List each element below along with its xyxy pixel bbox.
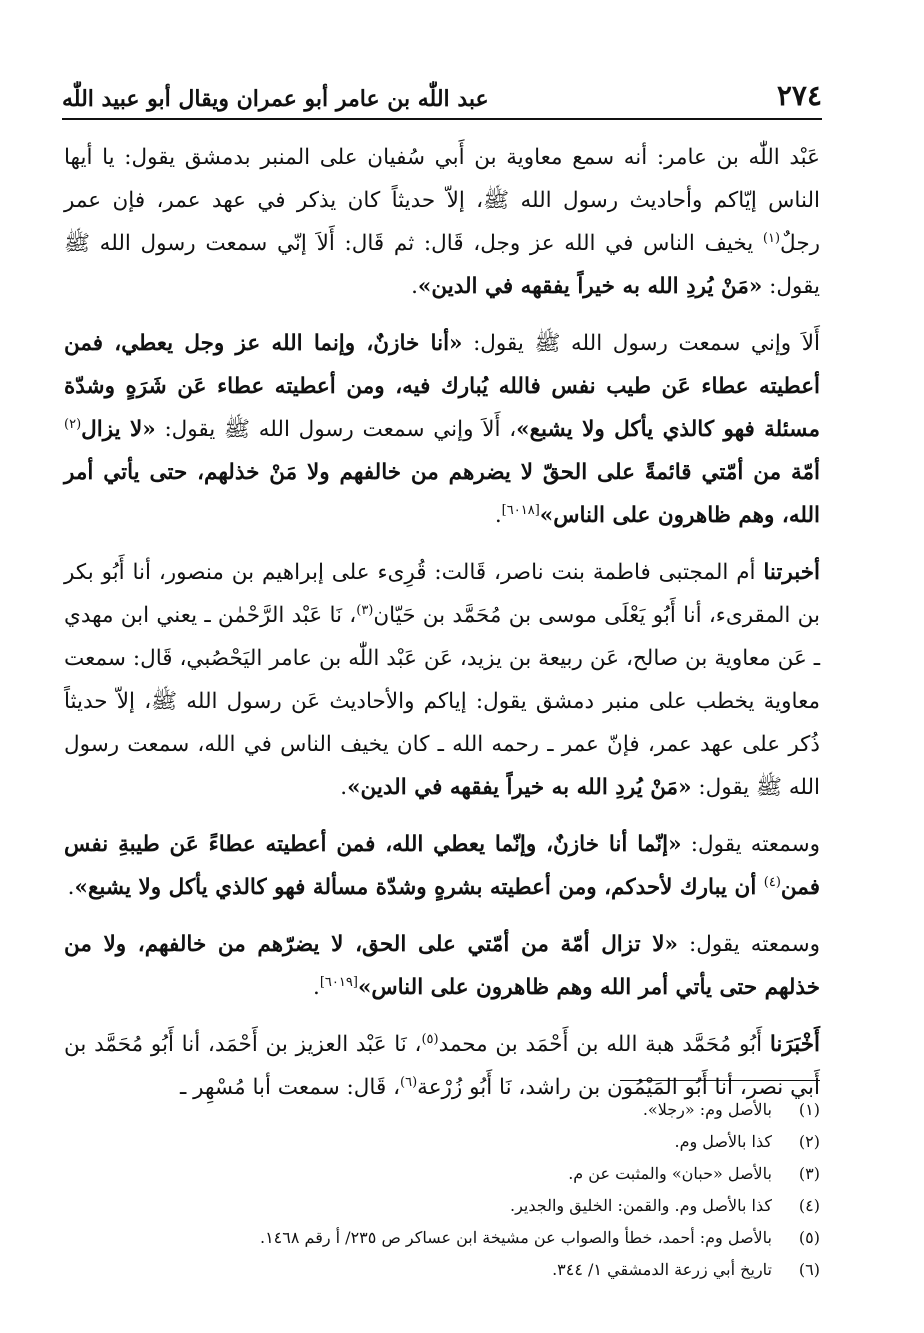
bold-text: «مَنْ يُردِ الله به خيراً يفقهه في الدين»: [417, 274, 763, 299]
bold-text: «أنا خازنٌ، وإنما الله عز وجل يعطي، فمن أعطيته عطاء عَن طيب نفس فالله يُبارك فيه، ومن أعطيته عطاء عَن شَرَهٍ وشدّة مسئلة فهو كالذي يأكل ولا يشبع»: [64, 331, 820, 442]
text-run: أم المجتبى فاطمة بنت ناصر، قَالت: قُرِىء على إبراهيم بن منصور، أنا أَبُو بكر بن المقرىء، أنا أَبُو يَعْلَى موسى بن مُحَمَّد بن حَيّان: [64, 560, 820, 628]
bold-text: أن يبارك لأحدكم، ومن أعطيته بشرهٍ وشدّة مسألة فهو كالذي يأكل ولا يشبع»: [74, 875, 764, 900]
bold-text: «لا تزال أمّة من أمّتي على الحق، لا يضرّهم من خالفهم، ولا من خذلهم حتى يأتي أمر الله وهم ظاهرون على الناس»: [64, 932, 820, 1000]
footnote: [64, 1158, 820, 1190]
footnote-text: تاريخ أبي زرعة الدمشقي ١/ ٣٤٤.: [552, 1260, 772, 1279]
text-run: عَبْد اللّٰه بن عامر: أنه سمع معاوية بن أَبي سُفيان على المنبر بدمشق يقول: يا أيها الناس إيّاكم وأحاديث رسول الله ﷺ، إلاّ حديثاً كان يذكر في عهد عمر، فإن عمر رجلٌ: [64, 145, 820, 256]
paragraph: [64, 136, 820, 308]
footnote-number: (٣): [798, 1164, 820, 1183]
text-run: .: [313, 975, 320, 1000]
footnote: [64, 1254, 820, 1286]
footnote-reference: (١): [762, 230, 781, 246]
footnote: [64, 1126, 820, 1158]
footnote: [64, 1094, 820, 1126]
text-run: أَبُو مُحَمَّد هبة الله بن أَحْمَد بن محمد: [438, 1032, 770, 1057]
bold-text: أخبرتنا: [763, 560, 820, 585]
paragraph: [64, 322, 820, 537]
footnote-text: كذا بالأصل وم.: [674, 1132, 772, 1151]
bold-text: «مَنْ يُردِ الله به خيراً يفقهه في الدين»: [347, 775, 692, 800]
text-run: .: [67, 875, 75, 900]
text-run: وسمعته يقول:: [681, 832, 821, 857]
footnote: [64, 1190, 820, 1222]
footnote-number: (٦): [798, 1260, 820, 1279]
footnote-reference: (٢): [64, 416, 82, 432]
text-run: .: [494, 503, 502, 528]
footnote: [64, 1222, 820, 1254]
footnote-reference: [٦٠١٩]: [319, 974, 358, 990]
bold-text: أَخْبَرَنا: [769, 1032, 820, 1057]
footnote-number: (٥): [798, 1228, 820, 1247]
text-run: ، قَال: سمعت أبا مُسْهِر ـ: [180, 1075, 401, 1100]
footnote-text: بالأصل «حبان» والمثبت عن م.: [568, 1164, 772, 1183]
running-title: عبد اللّٰه بن عامر أبو عمران ويقال أبو عبيد اللّٰه: [62, 86, 489, 112]
text-run: وسمعته يقول:: [677, 932, 820, 957]
footnote-number: (٢): [798, 1132, 820, 1151]
text-run: ، نَا عَبْد العزيز بن أَحْمَد، أنا أَبُو مُحَمَّد بن أَبي نصر، أنا أَبُو المَيْمُون بن راشد، نَا أَبُو زُرْعة: [64, 1032, 820, 1100]
footnote-reference: (٣): [356, 602, 374, 618]
footnote-text: بالأصل وم: أحمد، خطأ والصواب عن مشيخة ابن عساكر ص ٢٣٥/ أ رقم ١٤٦٨.: [259, 1228, 772, 1247]
main-text: [64, 136, 820, 1123]
footnote-reference: [٦٠١٨]: [501, 502, 540, 518]
paragraph: [64, 823, 820, 909]
text-run: .: [340, 775, 348, 800]
bold-text: «إنّما أنا خازنٌ، وإنّما يعطي الله، فمن أعطيته عطاءً عَن طيبةِ نفس فمن: [64, 832, 820, 900]
page-number: ٢٧٤: [776, 79, 822, 112]
footnote-reference: (٥): [421, 1031, 439, 1047]
footnote-reference: (٦): [400, 1074, 418, 1090]
footnotes: [64, 1094, 820, 1286]
paragraph: [64, 923, 820, 1009]
footnotes-divider: [620, 1080, 820, 1081]
footnote-number: (٤): [798, 1196, 820, 1215]
text-run: يخيف الناس في الله عز وجل، قَال: ثم قَال: أَلاَ إنّي سمعت رسول الله ﷺ يقول:: [64, 231, 820, 299]
footnote-reference: (٤): [763, 874, 781, 890]
text-run: .: [411, 274, 418, 299]
bold-text: «لا يزال: [81, 417, 156, 442]
bold-text: أمّة من أمّتي قائمةً على الحقّ لا يضرهم من خالفهم ولا مَنْ خذلهم، حتى يأتي أمر الله، وهم ظاهرون على الناس»: [64, 460, 820, 528]
text-run: ، أَلاَ وإني سمعت رسول الله ﷺ يقول:: [155, 417, 517, 442]
footnote-text: بالأصل وم: «رجلا».: [642, 1100, 772, 1119]
page-header: [62, 72, 822, 120]
footnote-text: كذا بالأصل وم. والقمن: الخليق والجدير.: [510, 1196, 772, 1215]
footnote-number: (١): [798, 1100, 820, 1119]
text-run: أَلاَ وإني سمعت رسول الله ﷺ يقول:: [462, 331, 820, 356]
text-run: ، نَا عَبْد الرَّحْمٰن ـ يعني ابن مهدي ـ عَن معاوية بن صالح، عَن ربيعة بن يزيد، عَن عَبْد اللّٰه بن عامر اليَحْصُبي، قَال: سمعت معاوية يخطب على منبر دمشق يقول: إياكم والأحاديث عَن رسول الله ﷺ، إلاّ حديثاً ذُكر على عهد عمر، فإنّ عمر ـ رحمه الله ـ كان يخيف الناس في الله، سمعت رسول الله ﷺ يقول:: [64, 603, 820, 800]
paragraph: [64, 551, 820, 809]
